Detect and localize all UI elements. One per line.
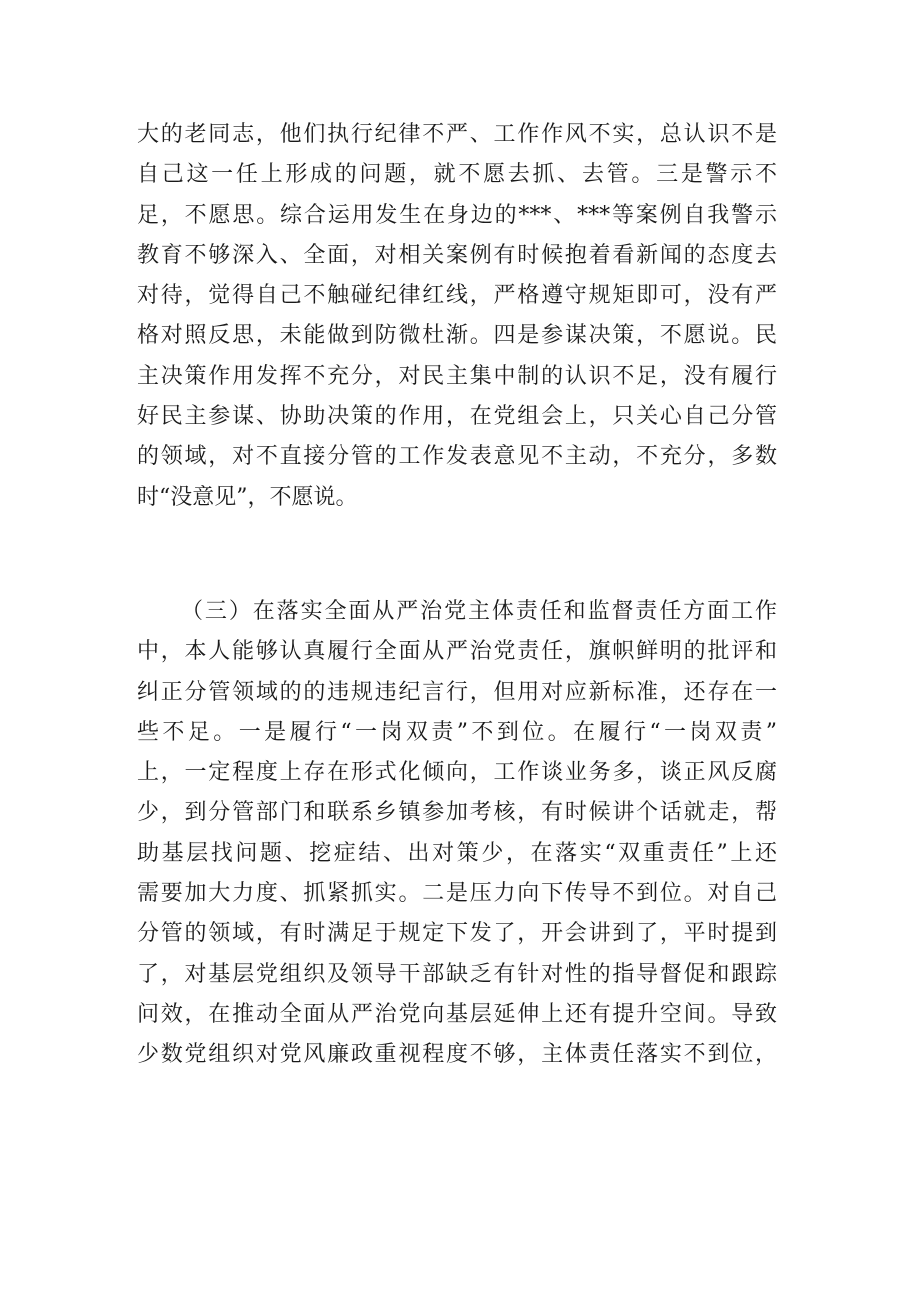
- text-line: 少数党组织对党风廉政重视程度不够，主体责任落实不到位，: [137, 1042, 777, 1068]
- text-line: 教育不够深入、全面，对相关案例有时候抱着看新闻的态度去: [137, 242, 777, 268]
- text-line: 的领域，对不直接分管的工作发表意见不主动，不充分，多数: [137, 444, 777, 470]
- text-line: 中，本人能够认真履行全面从严治党责任，旗帜鲜明的批评和: [137, 639, 777, 665]
- text-line: 自己这一任上形成的问题，就不愿去抓、去管。三是警示不: [137, 162, 777, 188]
- text-line: 问效，在推动全面从严治党向基层延伸上还有提升空间。导致: [137, 1001, 777, 1027]
- paragraph-1: [137, 115, 777, 518]
- text-line: 时“没意见”，不愿说。: [137, 484, 358, 510]
- text-line: 少，到分管部门和联系乡镇参加考核，有时候讲个话就走，帮: [137, 800, 777, 826]
- text-line: 助基层找问题、挖症结、出对策少，在落实“双重责任”上还: [137, 840, 777, 866]
- text-line: 好民主参谋、协助决策的作用，在党组会上，只关心自己分管: [137, 404, 777, 430]
- text-line: 格对照反思，未能做到防微杜渐。四是参谋决策，不愿说。民: [137, 323, 777, 349]
- text-line: 纠正分管领域的的违规违纪言行，但用对应新标准，还存在一: [137, 679, 777, 705]
- text-line: 足，不愿思。综合运用发生在身边的***、***等案例自我警示: [137, 202, 777, 228]
- text-line: 上，一定程度上存在形式化倾向，工作谈业务多，谈正风反腐: [137, 760, 777, 786]
- text-line: 大的老同志，他们执行纪律不严、工作作风不实，总认识不是: [137, 122, 777, 147]
- text-line: 了，对基层党组织及领导干部缺乏有针对性的指导督促和跟踪: [137, 961, 777, 987]
- text-line: 对待，觉得自己不触碰纪律红线，严格遵守规矩即可，没有严: [137, 283, 777, 309]
- text-line: 分管的领域，有时满足于规定下发了，开会讲到了，平时提到: [137, 921, 777, 947]
- paragraph-2: [137, 592, 777, 1076]
- text-line: 主决策作用发挥不充分，对民主集中制的认识不足，没有履行: [137, 363, 777, 389]
- text-line: 些不足。一是履行“一岗双责”不到位。在履行“一岗双责”: [137, 719, 777, 745]
- section-heading-line: （三）在落实全面从严治党主体责任和监督责任方面工作: [181, 599, 777, 624]
- text-line: 需要加大力度、抓紧抓实。二是压力向下传导不到位。对自己: [137, 881, 777, 907]
